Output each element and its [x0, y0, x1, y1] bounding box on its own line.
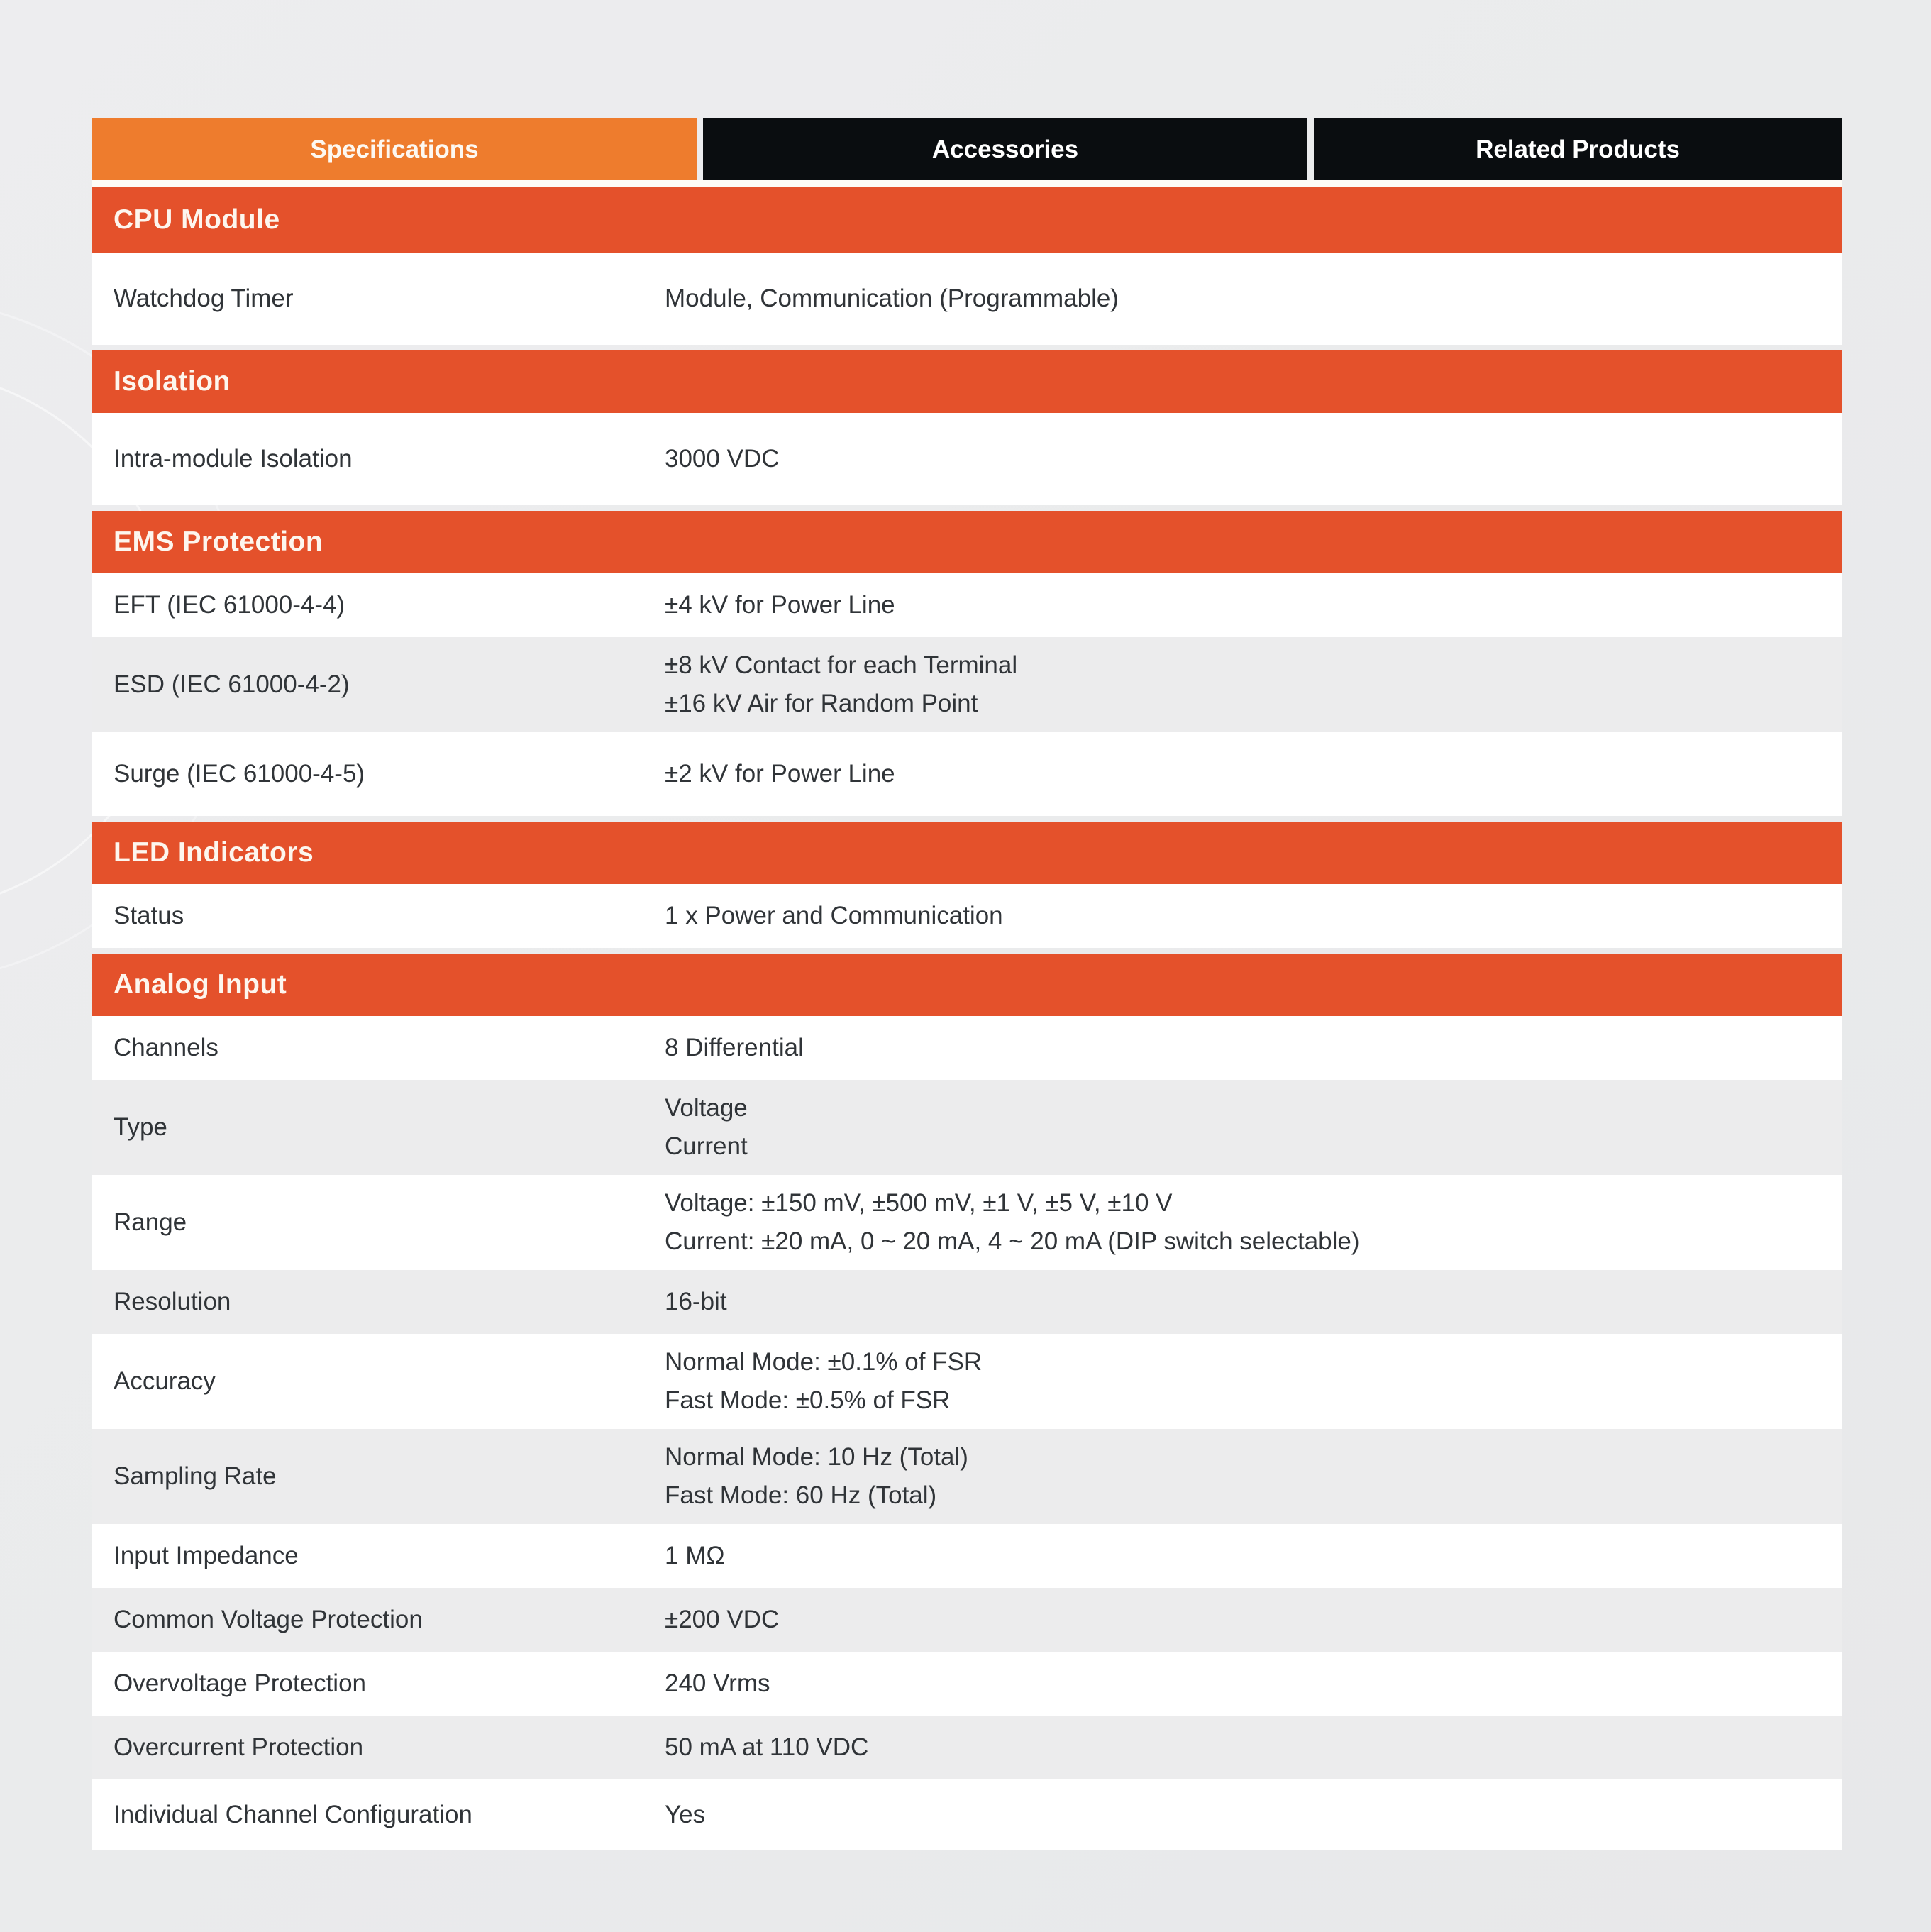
spec-row-individual-channel-configuration — [92, 1779, 1842, 1850]
spec-value-line: 8 Differential — [665, 1034, 804, 1061]
spec-label: Channels — [114, 1034, 218, 1061]
spec-value — [665, 646, 1842, 723]
spec-value-line: Current — [665, 1132, 748, 1160]
spec-value-line: Yes — [665, 1801, 706, 1828]
spec-row-accuracy — [92, 1334, 1842, 1429]
spec-label: Status — [114, 902, 184, 929]
section-rows — [92, 1016, 1842, 1850]
section-led-indicators — [92, 822, 1842, 948]
section-rows — [92, 884, 1842, 948]
spec-value-line: ±16 kV Air for Random Point — [665, 690, 978, 717]
spec-value-line: ±2 kV for Power Line — [665, 760, 895, 788]
tab-divider — [92, 180, 1842, 187]
spec-value — [665, 1728, 1842, 1767]
spec-value-line: 1 x Power and Communication — [665, 902, 1003, 929]
tab-specifications[interactable]: Specifications — [92, 118, 697, 180]
spec-value-line: Fast Mode: ±0.5% of FSR — [665, 1386, 951, 1414]
spec-label: Individual Channel Configuration — [114, 1801, 472, 1828]
spec-label: Type — [114, 1113, 167, 1141]
section-title: Analog Input — [92, 954, 1842, 1016]
spec-label: EFT (IEC 61000-4-4) — [114, 591, 345, 619]
spec-row-status — [92, 884, 1842, 948]
spec-value-line: 240 Vrms — [665, 1669, 770, 1697]
spec-value — [665, 1343, 1842, 1420]
spec-value — [665, 1796, 1842, 1834]
spec-value — [665, 586, 1842, 624]
section-rows — [92, 253, 1842, 345]
spec-row-input-impedance — [92, 1524, 1842, 1588]
spec-value-line: Voltage — [665, 1094, 748, 1122]
tab-bar — [92, 118, 1842, 180]
spec-label: ESD (IEC 61000-4-2) — [114, 670, 350, 698]
spec-value — [665, 1601, 1842, 1639]
spec-value — [665, 280, 1842, 318]
spec-value-line: 3000 VDC — [665, 445, 780, 473]
spec-row-range — [92, 1175, 1842, 1270]
spec-label: Common Voltage Protection — [114, 1606, 423, 1633]
spec-value — [665, 440, 1842, 478]
spec-value — [665, 1537, 1842, 1575]
spec-value — [665, 1665, 1842, 1703]
spec-value — [665, 897, 1842, 935]
spec-row-channels — [92, 1016, 1842, 1080]
spec-row-common-voltage-protection — [92, 1588, 1842, 1652]
spec-value — [665, 1283, 1842, 1321]
spec-value-line: Normal Mode: 10 Hz (Total) — [665, 1443, 968, 1471]
section-title: LED Indicators — [92, 822, 1842, 884]
section-title: EMS Protection — [92, 511, 1842, 573]
section-title: Isolation — [92, 350, 1842, 413]
spec-label: Accuracy — [114, 1367, 216, 1395]
spec-label: Intra-module Isolation — [114, 445, 353, 473]
spec-value — [665, 1089, 1842, 1166]
spec-label: Range — [114, 1208, 187, 1236]
spec-value — [665, 1184, 1842, 1261]
section-rows — [92, 573, 1842, 816]
spec-row-intra-module-isolation — [92, 413, 1842, 505]
spec-label: Overvoltage Protection — [114, 1669, 367, 1697]
spec-value-line: Module, Communication (Programmable) — [665, 285, 1119, 312]
spec-row-resolution — [92, 1270, 1842, 1334]
section-analog-input — [92, 954, 1842, 1850]
spec-row-overvoltage-protection — [92, 1652, 1842, 1716]
spec-value-line: ±8 kV Contact for each Terminal — [665, 651, 1018, 679]
spec-value-line: Current: ±20 mA, 0 ~ 20 mA, 4 ~ 20 mA (DIP switch selectable) — [665, 1227, 1360, 1255]
spec-label: Overcurrent Protection — [114, 1733, 364, 1761]
spec-label: Watchdog Timer — [114, 285, 294, 312]
tab-related-products[interactable]: Related Products — [1314, 118, 1842, 180]
section-title: CPU Module — [92, 187, 1842, 253]
section-rows — [92, 413, 1842, 505]
product-spec-panel — [92, 118, 1842, 1850]
spec-table — [92, 187, 1842, 1850]
spec-row-type — [92, 1080, 1842, 1175]
tab-accessories[interactable]: Accessories — [703, 118, 1307, 180]
spec-row-esd-iec-61000-4-2 — [92, 637, 1842, 732]
spec-label: Resolution — [114, 1288, 231, 1315]
spec-label: Sampling Rate — [114, 1462, 277, 1490]
spec-value-line: ±200 VDC — [665, 1606, 780, 1633]
spec-value-line: Fast Mode: 60 Hz (Total) — [665, 1481, 937, 1509]
spec-row-surge-iec-61000-4-5 — [92, 732, 1842, 816]
spec-value — [665, 1438, 1842, 1515]
spec-row-overcurrent-protection — [92, 1716, 1842, 1779]
spec-value — [665, 755, 1842, 793]
spec-value — [665, 1029, 1842, 1067]
section-ems-protection — [92, 511, 1842, 816]
spec-value-line: Normal Mode: ±0.1% of FSR — [665, 1348, 983, 1376]
spec-value-line: Voltage: ±150 mV, ±500 mV, ±1 V, ±5 V, ±10 V — [665, 1189, 1173, 1217]
spec-label: Input Impedance — [114, 1542, 299, 1569]
spec-row-sampling-rate — [92, 1429, 1842, 1524]
spec-value-line: 16-bit — [665, 1288, 727, 1315]
spec-value-line: ±4 kV for Power Line — [665, 591, 895, 619]
section-cpu-module — [92, 187, 1842, 345]
spec-row-watchdog-timer — [92, 253, 1842, 345]
section-isolation — [92, 350, 1842, 505]
spec-value-line: 50 mA at 110 VDC — [665, 1733, 869, 1761]
spec-value-line: 1 MΩ — [665, 1542, 725, 1569]
spec-label: Surge (IEC 61000-4-5) — [114, 760, 365, 788]
spec-row-eft-iec-61000-4-4 — [92, 573, 1842, 637]
